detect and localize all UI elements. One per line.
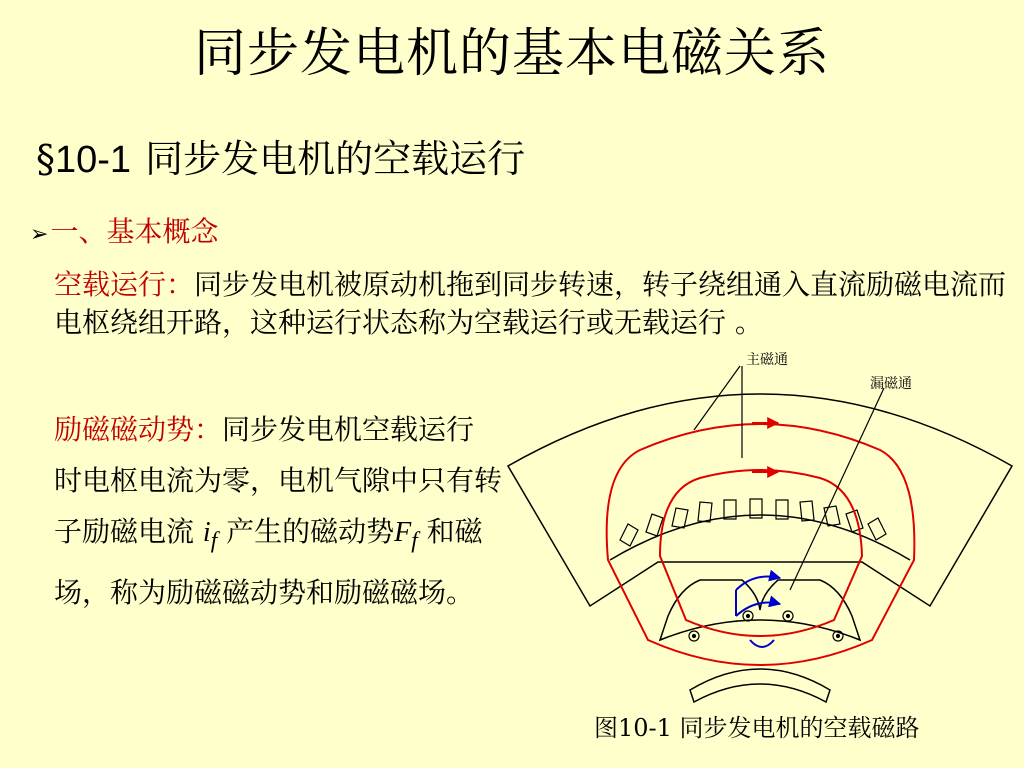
symbol-i-subscript: f (210, 527, 218, 554)
figure-caption: 图10-1 同步发电机的空载磁路 (594, 714, 920, 742)
bullet-heading (30, 215, 219, 248)
no-load-term: 空载运行： (54, 268, 195, 301)
section-heading (36, 137, 526, 181)
symbol-F: F (394, 517, 412, 548)
section-symbol: § (36, 137, 55, 181)
leak-flux-bottom (750, 640, 774, 647)
symbol-i: i (202, 517, 211, 548)
slide-title: 同步发电机的基本电磁关系 (193, 24, 830, 84)
stator-outline (508, 394, 1012, 606)
excitation-body-c: 和磁场，称为励磁磁动势和励磁磁场。 (54, 515, 483, 609)
bullet-text: 一、基本概念 (50, 215, 219, 248)
main-flux-outer (607, 424, 915, 665)
rotor-outline (660, 580, 860, 640)
machine-magnetic-circuit-diagram (480, 340, 1024, 710)
stator-bore (610, 515, 910, 560)
excitation-body-a: 同步发电机空载运行时电枢电流为零，电机气隙中只有转子励磁电流 (54, 413, 503, 548)
leak-flux-upper (736, 577, 780, 591)
symbol-F-subscript: f (411, 527, 418, 554)
section-text: 同步发电机的空载运行 (145, 137, 526, 181)
leak-flux-leader (790, 388, 884, 590)
excitation-body-b: 产生的磁动势 (217, 515, 395, 548)
no-load-body: 同步发电机被原动机拖到同步转速，转子绕组通入直流励磁电流而电枢绕组开路，这种运行状态称为空载运行或无载运行 。 (54, 268, 1007, 339)
leak-flux-lower (736, 603, 780, 617)
label-main-flux: 主磁通 (746, 352, 788, 368)
main-flux-inner (660, 470, 862, 636)
bullet-arrow-icon: ➢ (30, 222, 49, 247)
no-load-paragraph (54, 266, 1016, 342)
excitation-paragraph (54, 404, 502, 618)
label-leak-flux: 漏磁通 (870, 376, 912, 392)
section-number: 10-1 (55, 139, 132, 181)
rotor-lower-arc (690, 669, 830, 702)
excitation-term: 励磁磁动势： (54, 413, 223, 446)
